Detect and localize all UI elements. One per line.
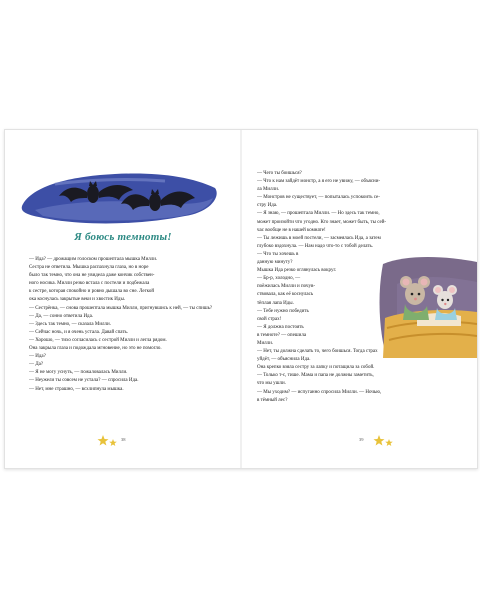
text-line: Она крепко взяла сестру за лапку и потащила за собой. — [257, 365, 375, 371]
right-page — [241, 130, 477, 468]
text-line: данную минуту? — [257, 260, 293, 266]
text-line: — Что к нам зайдёт монстр, а я его не увижу, — объясни- — [257, 179, 381, 185]
text-line: свой страх! — [257, 316, 282, 322]
text-line: Мышка Ида резко оглянулась вокруг. — [257, 268, 337, 274]
text-line: ла Милли. — [257, 187, 280, 193]
text-line: Сестра не ответила. Мышка распахнула глаза, но в норе — [29, 265, 149, 271]
text-line: — Неужели ты совсем не устала? — спросила Ида. — [29, 378, 139, 384]
text-line: — Здесь так темно, — сказала Милли. — [29, 321, 111, 327]
text-line: ного носика. Милли резко встала с постели и подбежала — [29, 281, 150, 287]
text-line: может произойти что угодно. Кто знает, может быть, ты сей- — [257, 219, 387, 225]
text-line: стру Ида. — [257, 203, 278, 209]
text-line: — Да, — сонно ответила Ида. — [29, 313, 94, 319]
text-line: поёжилась Милли и почув- — [257, 284, 316, 290]
text-line: глубоко вздохнула. — Нам надо что-то с тобой делать. — [257, 243, 374, 249]
left-page-text — [29, 256, 225, 394]
text-line: — Сестрёнка, — снова прошептала мышка Милли, пригнувшись к ней, — ты спишь? — [29, 305, 213, 311]
left-page — [5, 130, 241, 468]
bats-illustration — [15, 154, 221, 234]
book-spread — [4, 129, 478, 469]
text-line: что мы ушли. — [257, 381, 286, 387]
text-line: — Хорошо, — тихо согласилась с сестрой Милли и легла рядом. — [29, 337, 167, 343]
text-line: — Я знаю, — прошептала Милли. — Но здесь так темно, — [257, 211, 380, 217]
stars-ornament — [97, 434, 119, 448]
text-line: — Ида? — [29, 354, 46, 360]
text-line: — Бр-р, холодно, — — [257, 276, 301, 282]
text-line: в тёмный лес? — [257, 397, 288, 403]
text-line: — Только т-с, тише. Мама и папа не должны заметить, — [257, 373, 374, 379]
text-line: — Мы уходим? — испуганно спросила Милли. — Ночью, — [257, 389, 382, 395]
text-line: — Да? — [29, 362, 44, 368]
text-line: в темноте? — опешила — [257, 332, 307, 338]
text-line: было так темно, что она не увидела даже кончик собствен- — [29, 273, 155, 279]
stars-ornament — [373, 434, 395, 448]
text-line: тёплая лапа Иды. — [257, 300, 294, 306]
page-number: 39 — [359, 437, 364, 442]
text-line: ствовала, как её коснулась — [257, 292, 314, 298]
text-line: к сестре, которая спокойно и ровно дышала во сне. Легкой — [29, 289, 155, 295]
text-line: Милли. — [257, 340, 274, 346]
text-line: — Сейчас ночь, и я очень устала. Давай спать. — [29, 329, 129, 335]
text-line: час вообще не в нашей комнате! — [257, 227, 326, 233]
text-line: — Я не могу уснуть, — пожаловалась Милли. — [29, 370, 128, 376]
story-title: Я боюсь темноты! — [74, 231, 172, 243]
text-line: ока коснулась закрытые веки и хвостик Иды. — [29, 297, 126, 303]
text-line: — Нет, мне страшно, — всхлипнула мышка. — [29, 386, 124, 392]
text-line: — Монстров не существует, — попыталась успокоить се- — [257, 195, 380, 201]
text-line: — Что ты хочешь в — [257, 251, 299, 257]
text-line: — Ида? — дрожащим голоском прошептала мышка Милли. — [29, 257, 158, 262]
text-line: — Нет, ты должна сделать то, чего боишься. Тогда страх — [257, 349, 378, 355]
text-line: — Чего ты боишься? — [257, 171, 302, 176]
text-line: уйдёт, — объяснила Ида. — [257, 357, 311, 363]
mice-in-bed-illustration — [377, 254, 477, 358]
text-line: Она закрыла глаза и подождала мгновение, но это не помогло. — [29, 346, 162, 352]
text-line: — Я должна постоять — [257, 324, 304, 330]
page-number: 38 — [121, 437, 126, 442]
text-line: — Тебе нужно победить — [257, 308, 309, 314]
text-line: — Ты лежишь в моей постели, — засмеялась Ида, а затем — [257, 235, 381, 241]
